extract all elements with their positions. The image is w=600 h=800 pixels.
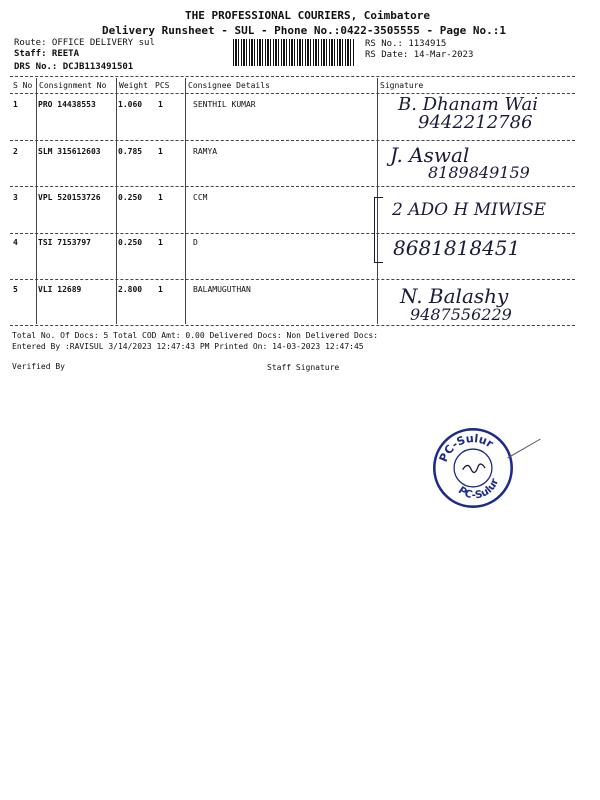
row-2-weight: 0.785 — [118, 147, 143, 156]
stamp-scribble — [463, 464, 485, 472]
row-3-consignment: VPL 520153726 — [38, 193, 101, 202]
col-consignee: Consignee Details — [188, 81, 270, 90]
route-label: Route: OFFICE DELIVERY sul — [14, 38, 155, 48]
sep-2 — [116, 78, 117, 324]
rs-number: RS No.: 1134915 — [365, 39, 447, 49]
row-2-phone: 8189849159 — [428, 163, 530, 182]
totals-line: Total No. Of Docs: 5 Total COD Amt: 0.00 Delivered Docs: Non Delivered Docs: — [12, 331, 379, 340]
row-3-sno: 3 — [13, 193, 18, 202]
entered-by-line: Entered By :RAVISUL 3/14/2023 12:47:43 PM Printed On: 14-03-2023 12:47:45 — [12, 342, 364, 351]
row-5-signature: N. Balashy — [400, 284, 509, 308]
barcode — [233, 39, 355, 66]
row-5-pcs: 1 — [158, 285, 163, 294]
row-4-consignment: TSI 7153797 — [38, 238, 91, 247]
row-1-consignee: SENTHIL KUMAR — [193, 100, 256, 109]
row-4-sno: 4 — [13, 238, 18, 247]
sep-3 — [185, 78, 186, 324]
row-5-phone: 9487556229 — [410, 305, 512, 324]
col-pcs: PCS — [155, 81, 170, 90]
sep-1 — [36, 78, 37, 324]
staff-label: Staff: REETA — [14, 49, 80, 59]
row-5-sno: 5 — [13, 285, 18, 294]
table-bottom-rule — [10, 325, 575, 326]
rs-date: RS Date: 14-Mar-2023 — [365, 50, 474, 60]
col-weight: Weight — [119, 81, 148, 90]
row-3-pcs: 1 — [158, 193, 163, 202]
svg-text:PC-Sulur — [437, 432, 496, 464]
row-4-weight: 0.250 — [118, 238, 143, 247]
row-1-sno: 1 — [13, 100, 18, 109]
stamp-top-text: PC-Sulur — [436, 431, 496, 464]
company-title: THE PROFESSIONAL COURIERS, Coimbatore — [185, 9, 431, 22]
row-1-signature: B. Dhanam Wai — [398, 94, 538, 115]
row-2-pcs: 1 — [158, 147, 163, 156]
row-2-signature: J. Aswal — [390, 143, 470, 167]
row-5-consignment: VLI 12689 — [38, 285, 82, 294]
stamp-bottom-text: PC-Sulur — [455, 476, 502, 502]
signature-bracket — [374, 197, 383, 263]
row-1-consignment: PRO 14438553 — [38, 100, 96, 109]
svg-text:PC-Sulur — [456, 476, 501, 501]
row-3-consignee: CCM — [193, 193, 208, 202]
row-2-consignment: SLM 315612603 — [38, 147, 101, 156]
runsheet-subtitle: Delivery Runsheet - SUL - Phone No.:0422-3505555 - Page No.:1 — [102, 24, 506, 37]
col-consignment: Consignment No — [39, 81, 107, 90]
row-2-consignee: RAMYA — [193, 147, 218, 156]
row-2-rule — [10, 186, 575, 187]
drs-number: DRS No.: DCJB113491501 — [14, 62, 134, 72]
office-stamp — [430, 425, 516, 511]
row-1-rule — [10, 140, 575, 141]
row-4-rule — [10, 279, 575, 280]
row-5-consignee: BALAMUGUTHAN — [193, 285, 251, 294]
row-3-weight: 0.250 — [118, 193, 143, 202]
staff-signature-label: Staff Signature — [267, 363, 340, 372]
row-1-pcs: 1 — [158, 100, 163, 109]
col-signature: Signature — [380, 81, 424, 90]
row-3-signature: 2 ADO H MIWISE — [392, 200, 547, 220]
row-3-rule — [10, 233, 575, 234]
row-4-phone: 8681818451 — [393, 236, 521, 260]
row-4-pcs: 1 — [158, 238, 163, 247]
row-5-weight: 2.800 — [118, 285, 143, 294]
row-1-phone: 9442212786 — [418, 112, 533, 133]
col-sno: S No — [13, 81, 33, 90]
verified-by-label: Verified By — [12, 362, 65, 371]
row-2-sno: 2 — [13, 147, 18, 156]
row-1-weight: 1.060 — [118, 100, 143, 109]
table-top-rule — [10, 76, 575, 77]
row-4-consignee: D — [193, 238, 198, 247]
